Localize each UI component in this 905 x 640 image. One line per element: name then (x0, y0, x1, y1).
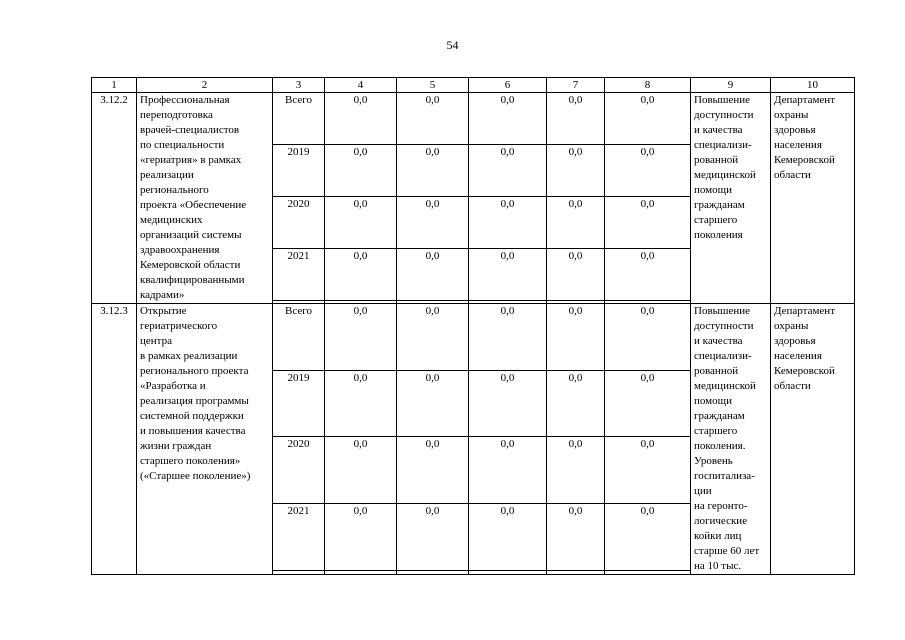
value-cell: 0,0 (397, 503, 469, 570)
value-cell: 0,0 (605, 93, 691, 145)
empty-cell (397, 570, 469, 575)
header-cell: 7 (547, 78, 605, 93)
value-cell: 0,0 (397, 93, 469, 145)
value-cell: 0,0 (605, 437, 691, 504)
value-cell: 0,0 (547, 437, 605, 504)
empty-cell (325, 570, 397, 575)
value-cell: 0,0 (547, 248, 605, 300)
executor: Департамент охраны здоровья населения Кемеровской области (771, 93, 855, 304)
period-cell: 2021 (273, 248, 325, 300)
period-cell: 2020 (273, 437, 325, 504)
value-cell: 0,0 (605, 196, 691, 248)
value-cell: 0,0 (325, 304, 397, 371)
value-cell: 0,0 (325, 144, 397, 196)
empty-cell (273, 570, 325, 575)
table-row (92, 93, 855, 145)
value-cell: 0,0 (469, 370, 547, 437)
page-number: 54 (446, 38, 459, 52)
period-cell: 2019 (273, 370, 325, 437)
value-cell: 0,0 (547, 304, 605, 371)
header-cell: 9 (691, 78, 771, 93)
value-cell: 0,0 (469, 144, 547, 196)
header-cell: 6 (469, 78, 547, 93)
value-cell: 0,0 (469, 248, 547, 300)
period-cell: 2020 (273, 196, 325, 248)
header-cell: 1 (92, 78, 137, 93)
value-cell: 0,0 (547, 196, 605, 248)
empty-cell (605, 570, 691, 575)
table-row (92, 304, 855, 371)
value-cell: 0,0 (397, 196, 469, 248)
header-cell: 5 (397, 78, 469, 93)
expected-result: Повышение доступности и качества специализи- рованной медицинской помощи гражданам старшего поколения (691, 93, 771, 304)
value-cell: 0,0 (397, 248, 469, 300)
value-cell: 0,0 (605, 370, 691, 437)
value-cell: 0,0 (547, 93, 605, 145)
program-table (91, 77, 855, 575)
value-cell: 0,0 (397, 144, 469, 196)
value-cell: 0,0 (469, 503, 547, 570)
value-cell: 0,0 (469, 437, 547, 504)
item-number: 3.12.3 (92, 304, 137, 575)
value-cell: 0,0 (547, 370, 605, 437)
value-cell: 0,0 (397, 370, 469, 437)
value-cell: 0,0 (325, 196, 397, 248)
empty-cell (469, 570, 547, 575)
value-cell: 0,0 (605, 248, 691, 300)
value-cell: 0,0 (605, 144, 691, 196)
header-row (92, 78, 855, 93)
empty-cell (547, 570, 605, 575)
item-name: Профессиональная переподготовка врачей-специалистов по специальности «гериатрия» в рамках реализации регионального проекта «Обеспечение медицинских организаций системы здравоохранения Кемеровской области квалифицированными кадрами» (137, 93, 273, 304)
item-name: Открытие гериатрического центра в рамках реализации регионального проекта «Разработка и реализация программы системной поддержки и повышения качества жизни граждан старшего поколения» («Старшее поколение») (137, 304, 273, 575)
expected-result: Повышение доступности и качества специализи- рованной медицинской помощи гражданам старшего поколения. Уровень госпитализа- ции на геронто- логические койки лиц старше 60 лет на 10 тыс. (691, 304, 771, 575)
header-cell: 2 (137, 78, 273, 93)
item-number: 3.12.2 (92, 93, 137, 304)
value-cell: 0,0 (547, 144, 605, 196)
header-cell: 10 (771, 78, 855, 93)
value-cell: 0,0 (547, 503, 605, 570)
value-cell: 0,0 (605, 503, 691, 570)
period-cell: Всего (273, 93, 325, 145)
value-cell: 0,0 (605, 304, 691, 371)
value-cell: 0,0 (397, 437, 469, 504)
period-cell: 2019 (273, 144, 325, 196)
value-cell: 0,0 (397, 304, 469, 371)
header-cell: 8 (605, 78, 691, 93)
value-cell: 0,0 (325, 248, 397, 300)
executor: Департамент охраны здоровья населения Кемеровской области (771, 304, 855, 575)
period-cell: Всего (273, 304, 325, 371)
value-cell: 0,0 (325, 93, 397, 145)
header-cell: 4 (325, 78, 397, 93)
header-cell: 3 (273, 78, 325, 93)
period-cell: 2021 (273, 503, 325, 570)
value-cell: 0,0 (469, 304, 547, 371)
value-cell: 0,0 (325, 437, 397, 504)
value-cell: 0,0 (325, 370, 397, 437)
value-cell: 0,0 (325, 503, 397, 570)
value-cell: 0,0 (469, 93, 547, 145)
value-cell: 0,0 (469, 196, 547, 248)
